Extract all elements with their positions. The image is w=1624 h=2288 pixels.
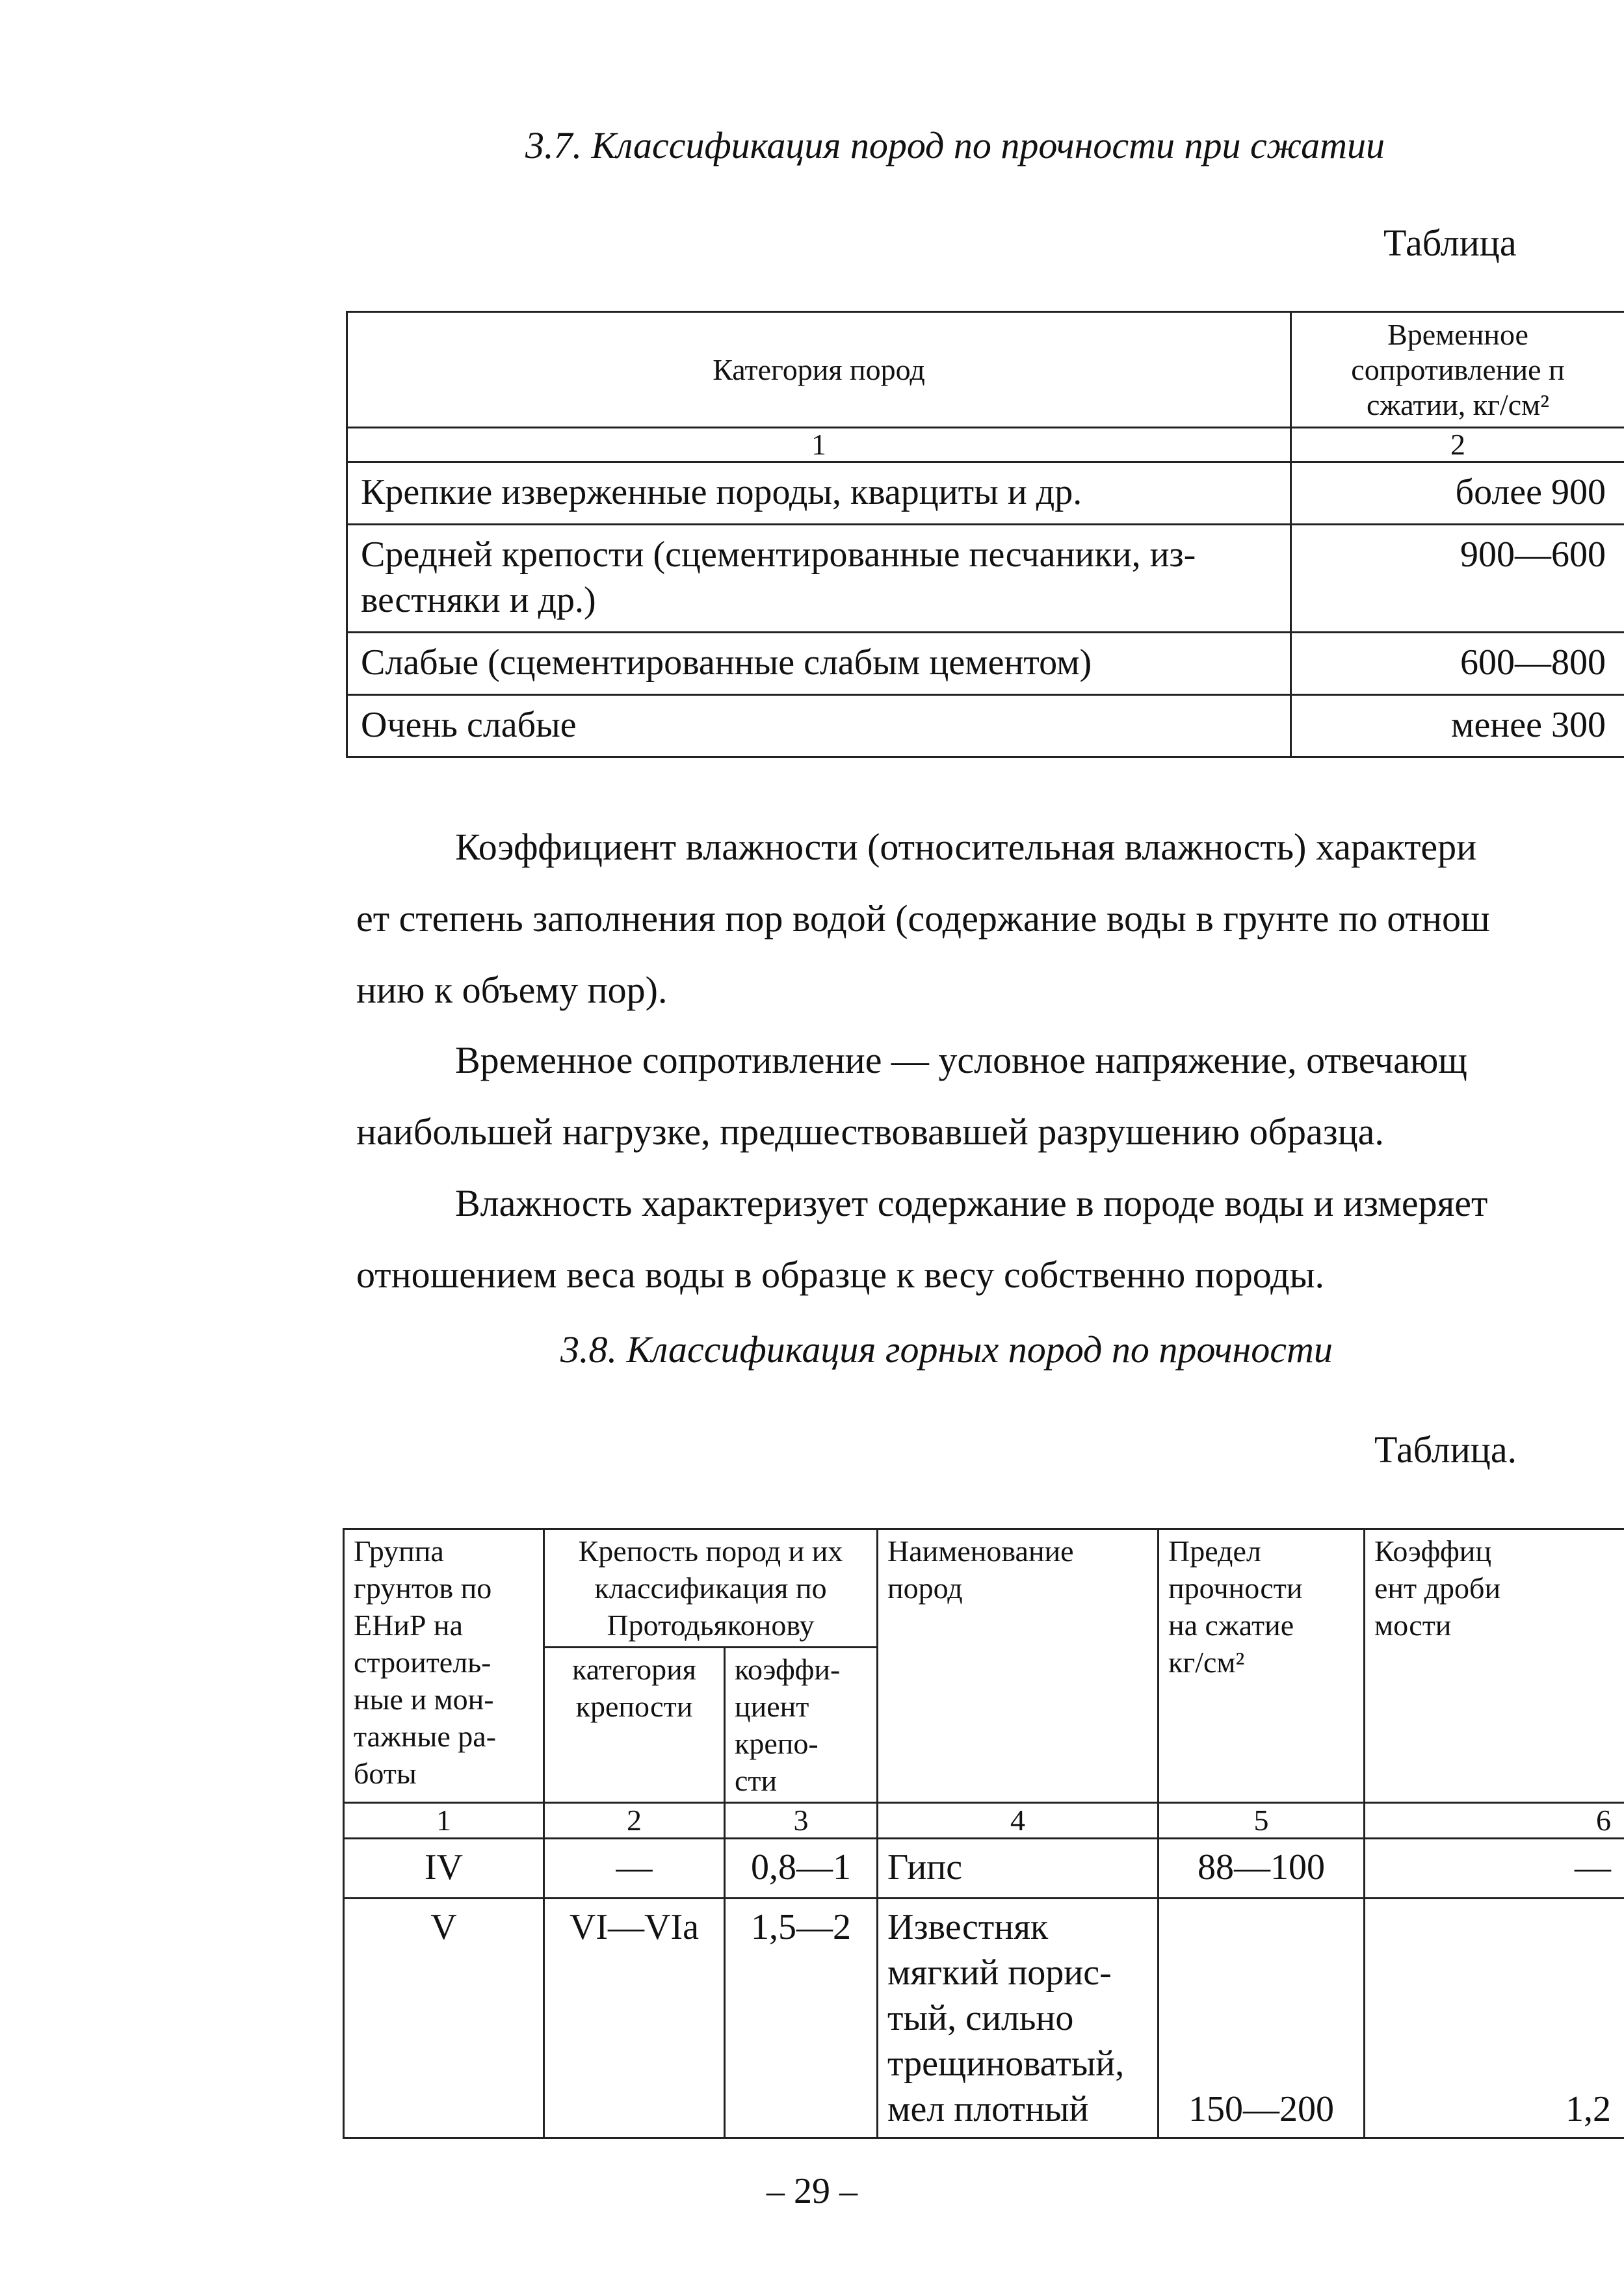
- table-row-value: менее 300: [1291, 695, 1624, 757]
- header-text: Коэффиц: [1374, 1534, 1492, 1568]
- header-strength-line3: сжатии, кг/см²: [1366, 388, 1550, 421]
- header-text: циент: [735, 1690, 809, 1723]
- column-number-5: 5: [1159, 1803, 1365, 1839]
- header-limit: [1159, 1529, 1365, 1803]
- name-line: мел плотный: [887, 2089, 1089, 2129]
- header-text: Наименование: [887, 1534, 1074, 1568]
- table-row-category: [347, 525, 1291, 633]
- paragraph-3-line1: Влажность характеризует содержание в породе воды и измеряет: [455, 1182, 1488, 1224]
- category-line1: Средней крепости (сцементированные песчаники, из-: [361, 534, 1196, 575]
- header-text: Протодьяконову: [607, 1609, 815, 1642]
- table-label-1: Таблица: [1383, 222, 1517, 264]
- table-row-coefficient: 0,8—1: [725, 1839, 878, 1899]
- table-rock-compression: [346, 311, 1624, 758]
- table-row-value: 900—600: [1291, 525, 1624, 633]
- paragraph-1-line2: ет степень заполнения пор водой (содержание воды в грунте по отнош: [356, 897, 1490, 940]
- table-row-category: —: [544, 1839, 725, 1899]
- table-row-crushability: 1,2: [1365, 1899, 1624, 2138]
- paragraph-3-line2: отношением веса воды в образце к весу собственно породы.: [356, 1254, 1325, 1296]
- section-3-8-title: 3.8. Классификация горных пород по прочности: [560, 1328, 1333, 1371]
- header-protodyakonov: [544, 1529, 878, 1648]
- table-row-group: IV: [344, 1839, 544, 1899]
- header-text: боты: [354, 1757, 417, 1790]
- table-label-2: Таблица.: [1374, 1428, 1517, 1471]
- column-number-6: 6: [1365, 1803, 1624, 1839]
- table-row-category: Слабые (сцементированные слабым цементом): [347, 633, 1291, 695]
- header-text: прочности: [1168, 1571, 1303, 1605]
- table-row-category: VI—VIa: [544, 1899, 725, 2138]
- header-crushability: [1365, 1529, 1624, 1803]
- table-row-name: [878, 1899, 1159, 2138]
- header-text: строитель-: [354, 1646, 491, 1679]
- column-number-1: 1: [344, 1803, 544, 1839]
- table-rock-strength: [343, 1528, 1624, 2139]
- header-strength-line2: сопротивление п: [1351, 352, 1565, 386]
- header-category: Категория пород: [347, 312, 1291, 428]
- paragraph-1-line1: Коэффициент влажности (относительная влажность) характери: [455, 826, 1477, 868]
- table-row-value: 600—800: [1291, 633, 1624, 695]
- name-line: мягкий порис-: [887, 1953, 1112, 1993]
- table-row-limit: 88—100: [1159, 1839, 1365, 1899]
- section-3-7-title: 3.7. Классификация пород по прочности при сжатии: [525, 124, 1385, 166]
- name-line: Известняк: [887, 1907, 1049, 1947]
- header-text: кг/см²: [1168, 1646, 1245, 1679]
- header-text: тажные ра-: [354, 1720, 497, 1753]
- header-text: на сжатие: [1168, 1609, 1294, 1642]
- header-text: категория: [572, 1653, 696, 1686]
- header-coefficient: [725, 1648, 878, 1803]
- column-number-3: 3: [725, 1803, 878, 1839]
- header-text: классификация по: [594, 1571, 827, 1605]
- header-text: Крепость пород и их: [578, 1534, 843, 1568]
- table-row-category: Очень слабые: [347, 695, 1291, 757]
- header-text: коэффи-: [735, 1653, 841, 1686]
- header-text: крепости: [575, 1690, 693, 1723]
- paragraph-2-line2: наибольшей нагрузке, предшествовавшей разрушению образца.: [356, 1111, 1384, 1153]
- table-row-name: Гипс: [878, 1839, 1159, 1899]
- header-text: грунтов по: [354, 1571, 492, 1605]
- column-number-2: 2: [1291, 428, 1624, 462]
- header-group: [344, 1529, 544, 1803]
- column-number-1: 1: [347, 428, 1291, 462]
- header-text: ЕНиР на: [354, 1609, 464, 1642]
- header-text: крепо-: [735, 1727, 819, 1760]
- header-text: сти: [735, 1764, 778, 1797]
- header-text: пород: [887, 1571, 963, 1605]
- header-text: ные и мон-: [354, 1683, 494, 1716]
- table-row-category: Крепкие изверженные породы, кварциты и др.: [347, 462, 1291, 525]
- table-row-coefficient: 1,5—2: [725, 1899, 878, 2138]
- header-text: Группа: [354, 1534, 444, 1568]
- table-row-value: более 900: [1291, 462, 1624, 525]
- category-line2: вестняки и др.): [361, 580, 596, 620]
- column-number-2: 2: [544, 1803, 725, 1839]
- header-text: ент дроби: [1374, 1571, 1501, 1605]
- name-line: тый, сильно: [887, 1998, 1074, 2038]
- column-number-4: 4: [878, 1803, 1159, 1839]
- header-strength-line1: Временное: [1387, 317, 1528, 351]
- table-row-limit: 150—200: [1159, 1899, 1365, 2138]
- table-row-crushability: —: [1365, 1839, 1624, 1899]
- paragraph-1-line3: нию к объему пор).: [356, 969, 668, 1011]
- header-name: [878, 1529, 1159, 1803]
- table-row-group: V: [344, 1899, 544, 2138]
- header-strength: [1291, 312, 1624, 428]
- name-line: трещиноватый,: [887, 2044, 1125, 2084]
- paragraph-2-line1: Временное сопротивление — условное напряжение, отвечающ: [455, 1039, 1467, 1081]
- header-category: [544, 1648, 725, 1803]
- page-number: – 29 –: [766, 2171, 858, 2211]
- header-text: мости: [1374, 1609, 1452, 1642]
- header-text: Предел: [1168, 1534, 1261, 1568]
